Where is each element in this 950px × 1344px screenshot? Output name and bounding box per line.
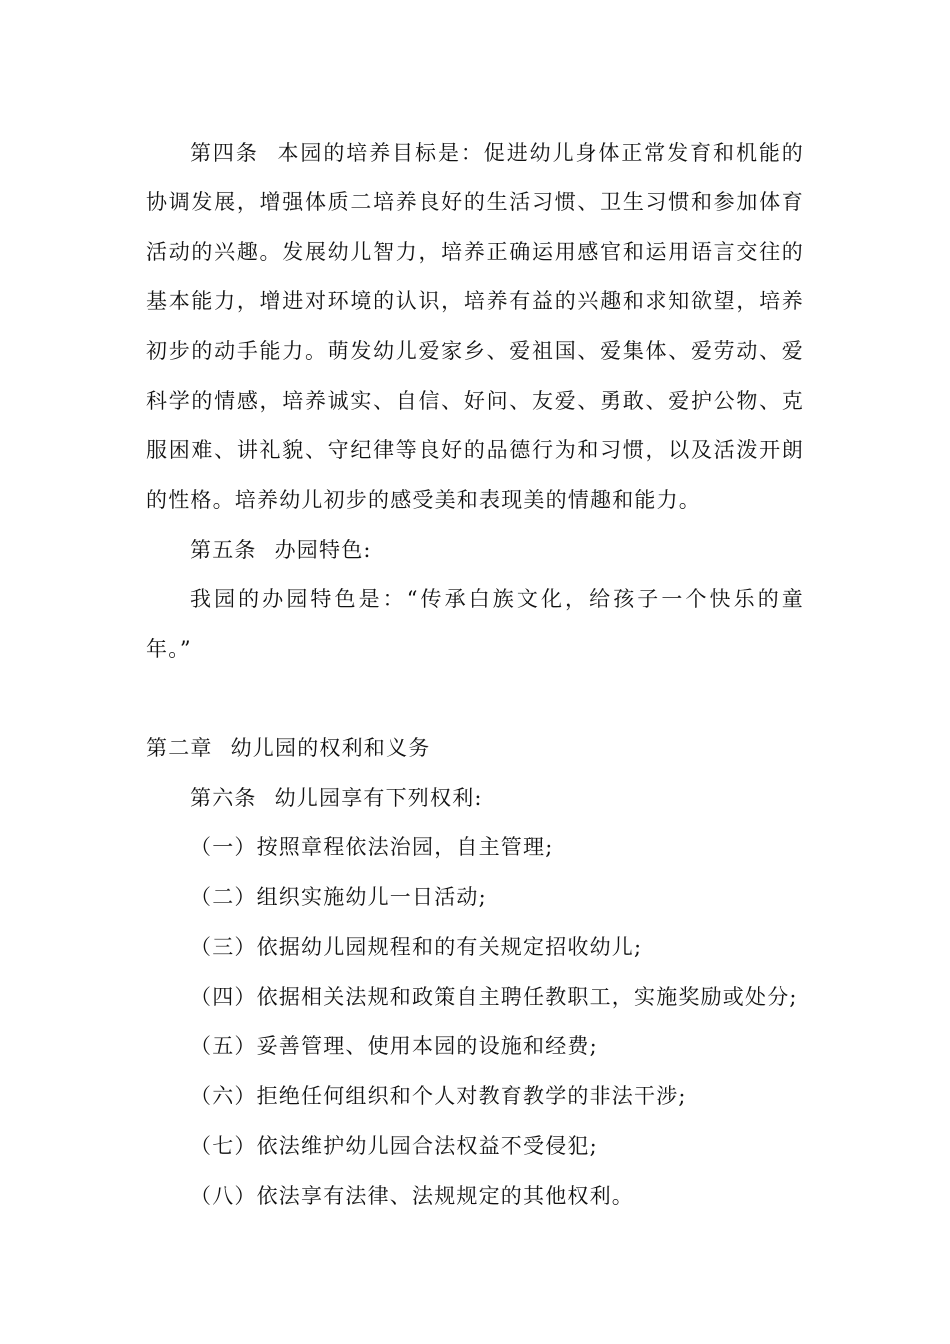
article4-line-7: 服困难、讲礼貌、守纪律等良好的品德行为和习惯，以及活泼开朗 — [146, 438, 804, 462]
chapter2-title: 第二章 幼儿园的权利和义务 — [146, 736, 431, 760]
article4-line-1: 第四条 本园的培养目标是：促进幼儿身体正常发育和机能的 — [190, 141, 804, 165]
article6-item-7: （七）依法维护幼儿园合法权益不受侵犯; — [190, 1134, 598, 1158]
article4-heading: 第四条 — [190, 141, 259, 165]
article6-item-8: （八）依法享有法律、法规规定的其他权利。 — [190, 1184, 634, 1208]
article6-item-1: （一）按照章程依法治园，自主管理; — [190, 835, 554, 859]
article6-item-5: （五）妥善管理、使用本园的设施和经费; — [190, 1034, 598, 1058]
article4-line-2: 协调发展，增强体质二培养良好的生活习惯、卫生习惯和参加体育 — [146, 190, 804, 214]
article4-line-6: 科学的情感，培养诚实、自信、好问、友爱、勇敢、爱护公物、克 — [146, 389, 804, 413]
article6-title: 第六条 幼儿园享有下列权利: — [190, 786, 483, 810]
article4-line-5: 初步的动手能力。萌发幼儿爱家乡、爱祖国、爱集体、爱劳动、爱 — [146, 339, 804, 363]
article5-heading: 第五条 — [190, 538, 257, 562]
article6-item-2: （二）组织实施幼儿一日活动; — [190, 885, 487, 909]
article6-heading: 第六条 — [190, 786, 257, 810]
article4-line-8: 的性格。培养幼儿初步的感受美和表现美的情趣和能力。 — [146, 488, 701, 512]
article4-line-4: 基本能力，增进对环境的认识，培养有益的兴趣和求知欲望，培养 — [146, 289, 804, 313]
article6-item-4: （四）依据相关法规和政策自主聘任教职工，实施奖励或处分; — [190, 985, 798, 1009]
article4-line-3: 活动的兴趣。发展幼儿智力，培养正确运用感官和运用语言交往的 — [146, 240, 804, 264]
article6-item-3: （三）依据幼儿园规程和的有关规定招收幼儿; — [190, 935, 643, 959]
chapter2-heading: 第二章 — [146, 736, 213, 760]
article5-title: 第五条 办园特色: — [190, 538, 372, 562]
article5-body-line-2: 年。” — [146, 637, 192, 661]
article5-body-line-1: 我园的办园特色是：“传承白族文化，给孩子一个快乐的童 — [190, 587, 804, 611]
article6-item-6: （六）拒绝任何组织和个人对教育教学的非法干涉; — [190, 1084, 687, 1108]
